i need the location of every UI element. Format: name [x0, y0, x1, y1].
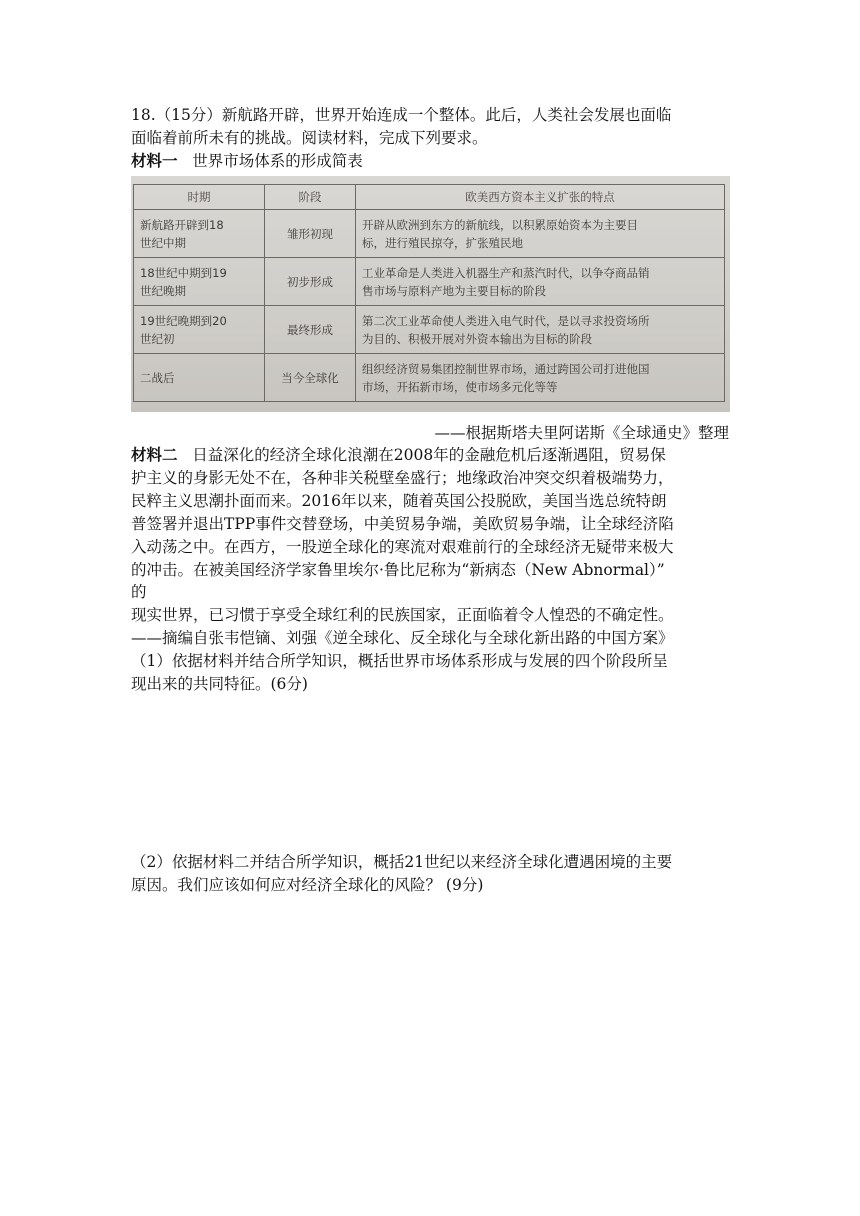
cell-stage: 最终形成 — [265, 306, 356, 354]
header-feature: 欧美西方资本主义扩张的特点 — [356, 185, 725, 210]
cell-feature: 组织经济贸易集团控制世界市场，通过跨国公司打进他国 市场，开拓新市场，使市场多元化等等 — [356, 354, 725, 402]
table-row — [134, 258, 725, 306]
material2-line-7: 的 — [131, 583, 147, 601]
cell-period: 二战后 — [134, 354, 265, 402]
material2-line-2: 护主义的身影无处不在，各种非关税壁垒盛行；地缘政治冲突交织着极端势力， — [131, 469, 674, 487]
table-row — [134, 306, 725, 354]
market-table — [133, 184, 725, 402]
material2-source: ——摘编自张韦恺镝、刘强《逆全球化、反全球化与全球化新出路的中国方案》 — [131, 629, 674, 647]
header-stage: 阶段 — [265, 185, 356, 210]
material2-line-3: 民粹主义思潮扑面而来。2016年以来，随着英国公投脱欧，美国当选总统特朗 — [131, 492, 667, 510]
material1-heading — [131, 150, 363, 172]
sub-question-1-line-1: （1）依据材料并结合所学知识，概括世界市场体系形成与发展的四个阶段所呈 — [131, 652, 668, 670]
cell-period: 18世纪中期到19 世纪晚期 — [134, 258, 265, 306]
cell-stage: 当今全球化 — [265, 354, 356, 402]
sub-question-2-line-2: 原因。我们应该如何应对经济全球化的风险？ (9分) — [131, 876, 484, 894]
cell-stage: 雏形初现 — [265, 210, 356, 258]
material2-line-4: 普签署并退出TPP事件交替登场，中美贸易争端，美欧贸易争端，让全球经济陷 — [131, 515, 674, 533]
cell-stage: 初步形成 — [265, 258, 356, 306]
table-row — [134, 354, 725, 402]
table-header-row — [134, 185, 725, 210]
material2-line-6: 的冲击。在被美国经济学家鲁里埃尔·鲁比尼称为“新病态（New Abnormal）” — [131, 561, 665, 579]
table-row — [134, 210, 725, 258]
material1-label: 材料一 — [131, 151, 178, 170]
sub-question-1-line-2: 现出来的共同特征。(6分) — [131, 675, 308, 693]
market-table-photo — [131, 176, 730, 412]
material2-line-5: 入动荡之中。在西方，一股逆全球化的寒流对艰难前行的全球经济无疑带来极大 — [131, 538, 674, 556]
cell-feature: 第二次工业革命使人类进入电气时代，是以寻求投资场所 为目的、积极开展对外资本输出为目标的阶段 — [356, 306, 725, 354]
question-line-1: 18.（15分）新航路开辟，世界开始连成一个整体。此后，人类社会发展也面临 — [131, 106, 672, 124]
material2-line-1: 材料二 日益深化的经济全球化浪潮在2008年的金融危机后逐渐遇阻，贸易保 — [131, 445, 666, 464]
cell-feature: 开辟从欧洲到东方的新航线，以积累原始资本为主要目 标，进行殖民掠夺，扩张殖民地 — [356, 210, 725, 258]
material1-source: ——根据斯塔夫里阿诺斯《全球通史》整理 — [434, 424, 729, 442]
cell-feature: 工业革命是人类进入机器生产和蒸汽时代，以争夺商品销 售市场与原料产地为主要目标的阶段 — [356, 258, 725, 306]
question-line-2: 面临着前所未有的挑战。阅读材料，完成下列要求。 — [131, 129, 488, 147]
cell-period: 新航路开辟到18 世纪中期 — [134, 210, 265, 258]
sub-question-2-line-1: （2）依据材料二并结合所学知识，概括21世纪以来经济全球化遭遇困境的主要 — [131, 853, 673, 871]
material1-title: 世界市场体系的形成简表 — [192, 152, 363, 170]
cell-period: 19世纪晚期到20 世纪初 — [134, 306, 265, 354]
material2-label: 材料二 — [131, 445, 178, 464]
material2-line-8: 现实世界，已习惯于享受全球红利的民族国家，正面临着令人惶恐的不确定性。 — [131, 606, 674, 624]
header-period: 时期 — [134, 185, 265, 210]
